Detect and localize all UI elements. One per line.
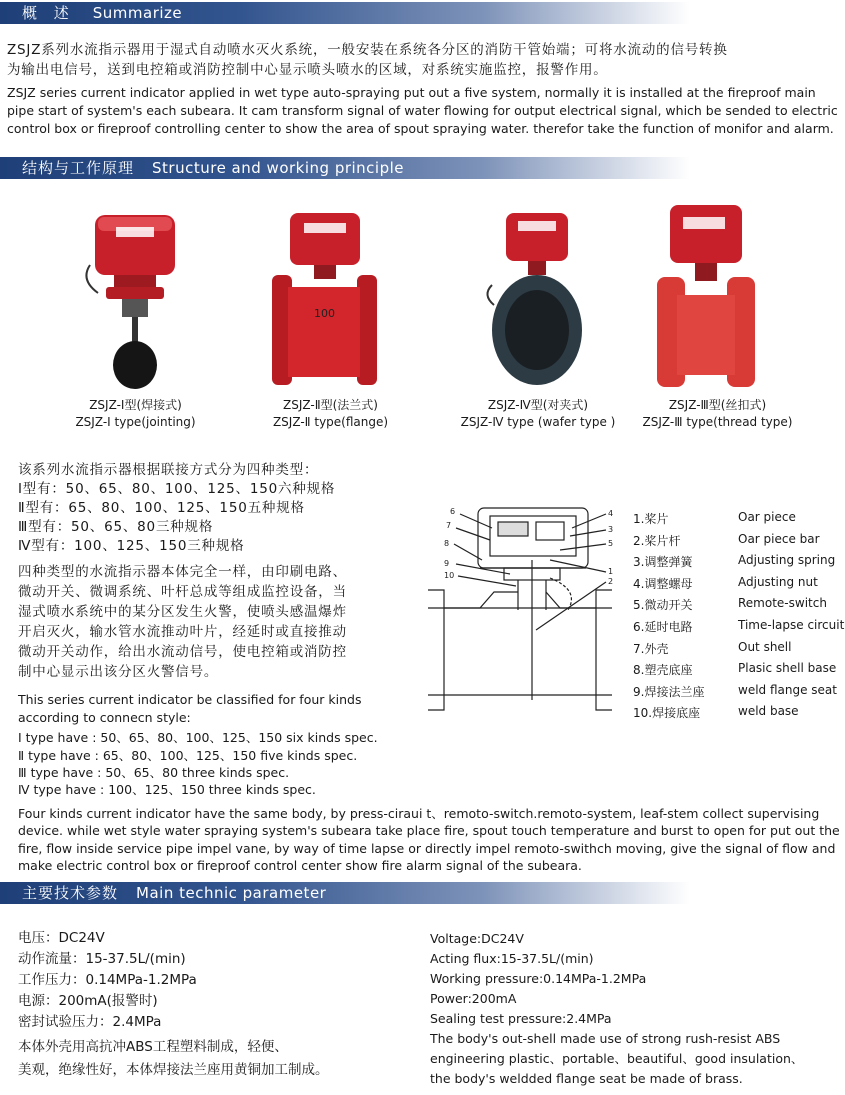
product-image-wafer [482, 205, 592, 395]
principle-en-line: make electric control box or fireproof control center show fire alarm signal of the subeara. [18, 858, 582, 873]
param-en-line: The body's out-shell made use of strong rush-resist ABS [430, 1031, 781, 1046]
types-zh-line: Ⅰ型有：50、65、80、100、125、150六种规格 [18, 481, 336, 497]
param-zh-line: 动作流量：15-37.5L/(min) [18, 951, 186, 967]
param-en-line: Voltage:DC24V [430, 931, 524, 946]
product-image-jointing [80, 205, 190, 395]
diagram-label: 7 [446, 521, 452, 530]
structure-heading-bar [0, 157, 690, 179]
part-zh: 9.焊接法兰座 [633, 684, 705, 699]
product-caption-en: ZSJZ-Ⅰ type(jointing) [75, 415, 196, 429]
pipe-size-mark: 100 [314, 307, 335, 320]
diagram-label: 6 [450, 507, 456, 516]
principle-zh-line: 开启灭火，输水管水流推动叶片，经延时或直接推动 [18, 624, 347, 640]
part-zh: 4.调整螺母 [633, 576, 693, 591]
summary-heading-en: Summarize [92, 4, 183, 22]
summary-en-line: control box or fireproof controlling center to show the area of spout spraying water. therefor take the function of monifor and alarm. [7, 121, 834, 136]
types-en-line: This series current indicator be classified for four kinds [18, 692, 362, 707]
product-caption-en: ZSJZ-Ⅱ type(flange) [272, 415, 389, 429]
principle-zh-line: 湿式喷水系统中的某分区发生火警，使喷头感温爆炸 [18, 604, 347, 620]
types-en-line: Ⅲ type have : 50、65、80 three kinds spec. [18, 765, 290, 780]
param-zh-line: 密封试验压力：2.4MPa [18, 1014, 162, 1030]
params-heading-en: Main technic parameter [136, 884, 327, 902]
param-zh-line: 美观，绝缘性好，本体焊接法兰座用黄铜加工制成。 [18, 1062, 329, 1078]
principle-zh-line: 四种类型的水流指示器本体完全一样，由印刷电路、 [18, 564, 347, 580]
part-zh: 1.桨片 [633, 512, 669, 526]
principle-en-line: fire, flow inside service pipe impel vane, by way of time lapse or directly impel remoto-swithch moving, give the signal of flow and [18, 841, 836, 856]
product-caption-zh: ZSJZ-Ⅳ型(对夹式) [487, 398, 589, 412]
params-heading-bar [0, 882, 690, 904]
param-zh-line: 电源：200mA(报警时) [18, 993, 158, 1009]
diagram-label: 5 [608, 539, 614, 548]
diagram-label: 4 [608, 509, 614, 518]
part-zh: 6.延时电路 [633, 619, 693, 634]
param-zh-line: 本体外壳用高抗冲ABS工程塑料制成，轻便、 [18, 1039, 288, 1055]
structure-heading-en: Structure and working principle [152, 159, 405, 177]
product-caption-en: ZSJZ-Ⅳ type (wafer type ) [460, 415, 616, 429]
product-caption-zh: ZSJZ-Ⅰ型(焊接式) [89, 398, 182, 412]
part-zh: 2.桨片杆 [633, 533, 681, 548]
param-en-line: Power:200mA [430, 991, 517, 1006]
part-en: Plasic shell base [738, 661, 837, 676]
types-zh-line: 该系列水流指示器根据联接方式分为四种类型： [18, 462, 319, 478]
summary-en-line: pipe start of system's each subeara. It cam transform signal of water flowing for output electrical signal, which be sended to electric [7, 103, 838, 118]
part-en: Out shell [738, 639, 792, 654]
part-en: Oar piece [738, 510, 796, 524]
part-en: weld base [738, 704, 799, 719]
principle-en-line: Four kinds current indicator have the same body, by press-ciraui t、remoto-switch.remoto-system, leaf-stem collect supervising [18, 806, 820, 821]
summary-zh-line: 为输出电信号，送到电控箱或消防控制中心显示喷头喷水的区域，对系统实施监控，报警作用。 [7, 62, 608, 78]
product-caption-zh: ZSJZ-Ⅲ型(丝扣式) [668, 398, 767, 412]
part-en: Adjusting nut [738, 574, 818, 589]
product-caption-zh: ZSJZ-Ⅱ型(法兰式) [283, 398, 378, 412]
param-zh-line: 电压：DC24V [18, 930, 105, 946]
types-en-line: Ⅱ type have : 65、80、100、125、150 five kinds spec. [18, 748, 358, 763]
part-en: Remote-switch [738, 596, 827, 611]
principle-en-line: device. while wet style water spraying system's subeara take place fire, spout touch temperature and burst to open for put out the [18, 823, 840, 838]
diagram-label: 1 [608, 567, 614, 576]
diagram-label: 9 [444, 559, 450, 568]
param-en-line: Sealing test pressure:2.4MPa [430, 1011, 612, 1026]
types-zh-line: Ⅲ型有：50、65、80三种规格 [18, 519, 214, 535]
product-caption-en: ZSJZ-Ⅲ type(thread type) [642, 415, 793, 429]
diagram-label: 8 [444, 539, 450, 548]
cross-section-diagram [420, 500, 620, 730]
summary-heading-bar [0, 2, 690, 24]
part-en: Adjusting spring [738, 553, 836, 568]
principle-zh-line: 微动开关、微调系统、叶杆总成等组成监控设备，当 [18, 584, 347, 600]
types-en-line: Ⅳ type have : 100、125、150 three kinds spec. [18, 782, 316, 797]
summary-zh-line: ZSJZ系列水流指示器用于湿式自动喷水灭火系统，一般安装在系统各分区的消防干管始端；可将水流动的信号转换 [7, 42, 728, 58]
diagram-label: 10 [444, 571, 455, 580]
part-zh: 5.微动开关 [633, 598, 693, 613]
params-heading-zh: 主要技术参数 [22, 884, 119, 902]
types-en-line: according to connecn style: [18, 710, 191, 725]
types-zh-line: Ⅱ型有：65、80、100、125、150五种规格 [18, 500, 305, 516]
param-en-line: Acting flux:15-37.5L/(min) [430, 951, 594, 966]
types-zh-line: Ⅳ型有：100、125、150三种规格 [18, 538, 245, 554]
types-en-line: Ⅰ type have : 50、65、80、100、125、150 six kinds spec. [18, 730, 378, 745]
part-en: Oar piece bar [738, 531, 820, 546]
part-zh: 8.塑壳底座 [633, 663, 693, 678]
param-zh-line: 工作压力：0.14MPa-1.2MPa [18, 972, 197, 988]
param-en-line: Working pressure:0.14MPa-1.2MPa [430, 971, 647, 986]
product-image-flange [262, 205, 387, 395]
param-en-line: the body's weldded flange seat be made of brass. [430, 1071, 743, 1086]
principle-zh-line: 微动开关动作，给出水流动信号，使电控箱或消防控 [18, 644, 347, 660]
part-zh: 7.外壳 [633, 641, 669, 656]
product-image-thread [645, 205, 770, 395]
diagram-label: 3 [608, 525, 614, 534]
structure-heading-zh: 结构与工作原理 [22, 159, 135, 177]
principle-zh-line: 制中心显示出该分区火警信号。 [18, 664, 219, 680]
summary-en-line: ZSJZ series current indicator applied in wet type auto-spraying put out a five system, normally it is installed at the fireproof main [7, 85, 816, 100]
part-zh: 3.调整弹簧 [633, 555, 693, 570]
summary-heading-zh: 概 述 [22, 4, 75, 22]
part-en: weld flange seat [738, 682, 837, 697]
diagram-label: 2 [608, 577, 614, 586]
part-zh: 10.焊接底座 [633, 706, 701, 721]
param-en-line: engineering plastic、portable、beautiful、good insulation、 [430, 1051, 804, 1066]
part-en: Time-lapse circuit [738, 617, 845, 632]
